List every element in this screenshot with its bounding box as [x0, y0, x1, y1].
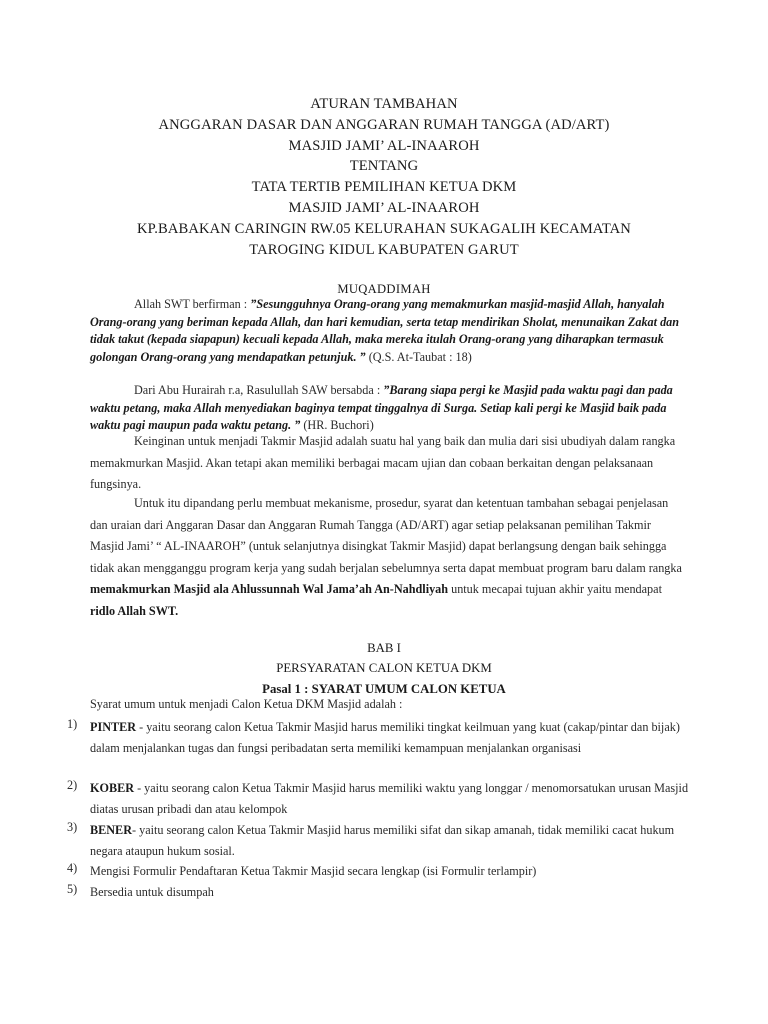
list-description: - yaitu seorang calon Ketua Takmir Masjid harus memiliki tingkat keilmuan yang kuat (cakap/pintar dan bijak) dalam menjalankan tugas dan fungsi peribadatan serta memiliki kemampuan menjalankan organisasi — [90, 720, 680, 755]
list-text — [90, 861, 690, 882]
paragraph-lead: Allah SWT berfirman : — [134, 297, 251, 311]
paragraph-text: Keinginan untuk menjadi Takmir Masjid adalah suatu hal yang baik dan mulia dari sisi ubudiyah dalam rangka memakmurkan Masjid. Akan tetapi akan memiliki berbagai macam ujian dan cobaan berkaitan dengan pelaksanaan fungsinya. — [90, 434, 676, 492]
list-term: PINTER — [90, 720, 137, 734]
paragraph-quran-verse — [90, 296, 682, 366]
paragraph-intent — [90, 431, 682, 496]
requirements-intro: Syarat umum untuk menjadi Calon Ketua DKM Masjid adalah : — [90, 697, 403, 711]
list-text — [90, 820, 690, 862]
title-line: TENTANG — [349, 158, 419, 175]
list-term: KOBER — [90, 781, 135, 795]
article-title: Pasal 1 : SYARAT UMUM CALON KETUA — [262, 681, 506, 696]
hadith-quote: ”Barang siapa pergi ke Masjid pada waktu pagi dan pada waktu petang, maka Allah menyediakan baginya tempat tinggalnya di Surga. Setiap kali pergi ke Masjid baik pada waktu pagi maupun pada waktu petang. ” — [90, 383, 673, 432]
title-line: MASJID JAMI’ AL-INAAROH — [288, 137, 480, 154]
title-line: MASJID JAMI’ AL-INAAROH — [288, 199, 480, 216]
title-line: ANGGARAN DASAR DAN ANGGARAN RUMAH TANGGA (AD/ART) — [158, 116, 610, 133]
chapter-title: PERSYARATAN CALON KETUA DKM — [276, 661, 492, 676]
list-description: - yaitu seorang calon Ketua Takmir Masjid harus memiliki sifat dan sikap amanah, tidak memiliki cacat hukum negara ataupun hukum sosial. — [90, 823, 675, 858]
list-text — [90, 882, 690, 903]
list-text — [90, 778, 690, 820]
chapter-number: BAB I — [367, 641, 401, 655]
list-number: 5) — [67, 882, 78, 896]
list-description: Bersedia untuk disumpah — [90, 885, 214, 899]
list-number: 3) — [67, 820, 78, 834]
paragraph-emphasis: memakmurkan Masjid ala Ahlussunnah Wal Jama’ah An-Nahdliyah — [90, 582, 449, 597]
title-line: ATURAN TAMBAHAN — [310, 96, 458, 112]
title-line: TAROGING KIDUL KABUPATEN GARUT — [249, 241, 519, 258]
list-number: 2) — [67, 778, 78, 792]
chapter-heading — [0, 638, 768, 699]
muqaddimah-heading: MUQADDIMAH — [337, 282, 431, 296]
verse-reference: (Q.S. At-Taubat : 18) — [365, 349, 472, 364]
paragraph-lead: Dari Abu Hurairah r.a, Rasulullah SAW bersabda : — [134, 383, 384, 397]
paragraph-text: Untuk itu dipandang perlu membuat mekanisme, prosedur, syarat dan ketentuan tambahan sebagai penjelasan dan uraian dari Anggaran Dasar dan Anggaran Rumah Tangga (AD/ART) agar setiap pelaksanan pemilihan Takmir Masjid Jami’ “ AL-INAAROH” (untuk selanjutnya disingkat Takmir Masjid) dapat berlangsung dengan baik sehingga tidak akan mengganggu program kerja yang sudah berjalan sebelumnya serta dapat membuat program baru dalam rangka — [90, 496, 682, 575]
list-description: - yaitu seorang calon Ketua Takmir Masjid harus memiliki waktu yang longgar / menomorsatukan urusan Masjid diatas urusan pribadi dan atau kelompok — [90, 781, 689, 816]
list-term: BENER — [90, 823, 132, 837]
paragraph-emphasis: ridlo Allah SWT. — [90, 603, 179, 618]
paragraph-purpose — [90, 493, 682, 623]
title-line: KP.BABAKAN CARINGIN RW.05 KELURAHAN SUKAGALIH KECAMATAN — [137, 220, 631, 237]
document-title — [60, 94, 708, 260]
list-description: Mengisi Formulir Pendaftaran Ketua Takmir Masjid secara lengkap (isi Formulir terlampir) — [90, 864, 537, 878]
paragraph-hadith — [90, 382, 682, 435]
verse-quote: ”Sesungguhnya Orang-orang yang memakmurkan masjid-masjid Allah, hanyalah Orang-orang yang beriman kepada Allah, dan hari kemudian, serta tetap mendirikan Sholat, menunaikan Zakat dan tidak takut (kepada siapapun) kecuali kepada Allah, maka mereka itulah Orang-orang yang diharapkan termasuk golongan Orang-orang yang mendapatkan petunjuk. ” — [90, 297, 680, 364]
paragraph-text: untuk mecapai tujuan akhir yaitu mendapat — [448, 582, 662, 597]
hadith-reference: (HR. Buchori) — [300, 418, 374, 432]
list-number: 4) — [67, 861, 78, 875]
list-text — [90, 717, 690, 759]
title-line: TATA TERTIB PEMILIHAN KETUA DKM — [251, 179, 517, 196]
list-number: 1) — [67, 717, 78, 731]
